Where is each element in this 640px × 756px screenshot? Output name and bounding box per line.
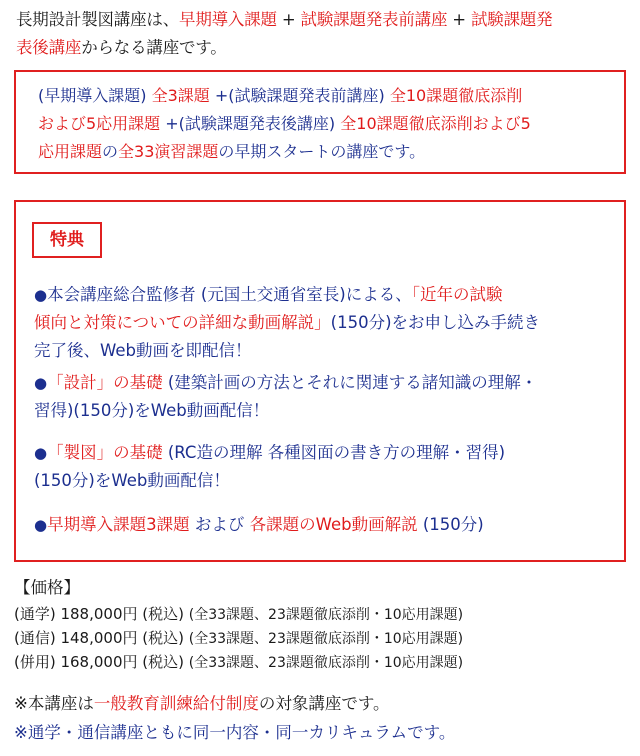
benefit-text: 習得)(150分)をWeb動画配信！ [34,401,270,420]
summary-text: の [102,142,119,161]
note-text: の対象講座です。 [258,694,390,713]
summary-line [38,82,624,110]
price-row [14,603,463,626]
summary-line [38,138,624,166]
bullet-icon: ● [34,374,48,392]
intro-plus: + [276,10,301,29]
summary-highlight: 全10課題徹底添削および5 [340,114,531,133]
price-label: (併用) 168,000円 (税込) [14,653,184,671]
intro-post-course-cont: 表後講座 [16,38,82,57]
benefit-highlight: 傾向と対策についての詳細な動画解説」 [34,313,331,332]
bullet-icon: ● [34,444,48,462]
summary-box [14,70,626,174]
summary-line [38,110,624,138]
intro-plus: + [447,10,471,29]
price-note: (全33課題、23課題徹底添削・10応用課題) [188,631,464,647]
price-row [14,651,463,674]
intro-text [16,6,628,62]
benefit-text: (150分) [417,515,484,534]
benefit-highlight: 「設計」の基礎 [47,373,163,392]
benefit-text: (建築計画の方法とそれに関連する諸知識の理解・ [162,373,538,392]
bullet-icon: ● [34,286,48,304]
intro-pre-course: 試験課題発表前講座 [300,10,448,29]
intro-post-course: 試験課題発 [470,10,553,29]
benefits-title: 特典 [32,222,102,258]
price-heading: 【価格】 [14,578,80,597]
note-text: ※本講座は [14,694,94,713]
benefit-text: 完了後、Web動画を即配信！ [34,341,252,360]
summary-highlight: 全33演習課題 [118,142,219,161]
summary-highlight: 全3課題 [151,86,210,105]
intro-early-course: 早期導入課題 [179,10,277,29]
summary-highlight: および5応用課題 [38,114,161,133]
benefit-text: および [189,515,250,534]
curriculum-note: ※通学・通信講座ともに同一内容・同一カリキュラムです。 [14,723,456,742]
summary-text: の早期スタートの講座です。 [218,142,426,161]
benefit-item-2 [34,369,614,425]
benefit-highlight: 各課題のWeb動画解説 [249,515,418,534]
intro-text-part: からなる講座です。 [81,38,227,57]
summary-highlight: 応用課題 [38,142,103,161]
price-note: (全33課題、23課題徹底添削・10応用課題) [188,655,464,671]
price-row [14,627,463,650]
bullet-icon: ● [34,516,48,534]
benefit-highlight: 「近年の試験 [411,285,503,304]
benefit-item-3 [34,439,614,495]
summary-text: +(試験課題発表前講座) [209,86,390,105]
benefit-text: (150分)をWeb動画配信！ [34,471,230,490]
subsidy-note [14,691,390,717]
summary-highlight: 全10課題徹底添削 [389,86,523,105]
summary-text: +(試験課題発表後講座) [160,114,341,133]
intro-text-part: 長期設計製図講座は、 [16,10,180,29]
benefit-highlight: 早期導入課題3課題 [47,515,190,534]
note-highlight: 一般教育訓練給付制度 [93,694,259,713]
benefit-item-1 [34,281,614,365]
benefit-text: (RC造の理解 各種図面の書き方の理解・習得) [162,443,506,462]
benefit-text: 本会講座総合監修者 (元国土交通省室長)による、 [47,285,412,304]
price-label: (通学) 188,000円 (税込) [14,605,184,623]
benefit-item-4 [34,511,614,539]
summary-text: (早期導入課題) [38,86,152,105]
benefit-highlight: 「製図」の基礎 [47,443,163,462]
price-note: (全33課題、23課題徹底添削・10応用課題) [188,607,464,623]
price-label: (通信) 148,000円 (税込) [14,629,184,647]
benefit-text: (150分)をお申し込み手続き [330,313,541,332]
